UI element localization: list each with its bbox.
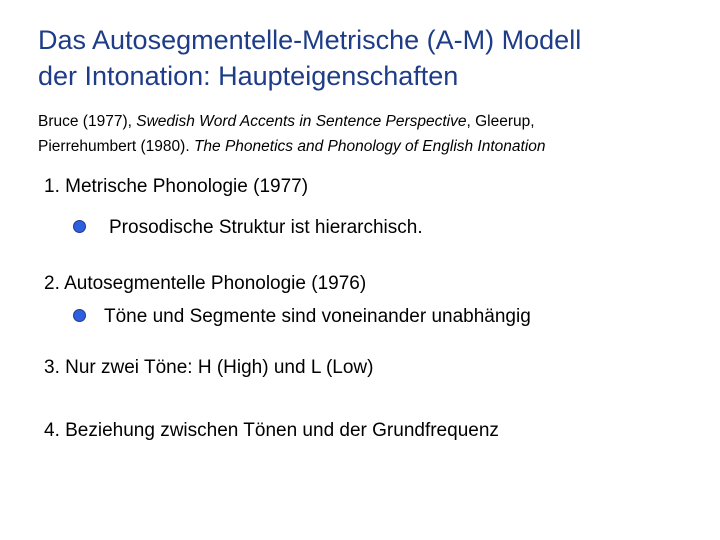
reference-pierrehumbert-author: Pierrehumbert (1980). [38, 138, 190, 155]
point-4-heading: 4. Beziehung zwischen Tönen und der Grundfrequenz [44, 420, 499, 441]
slide-title [38, 22, 698, 94]
point-3-heading: 3. Nur zwei Töne: H (High) und L (Low) [44, 357, 374, 378]
reference-bruce [38, 109, 698, 134]
bullet-dot-icon [73, 309, 86, 322]
point-1-heading: 1. Metrische Phonologie (1977) [44, 176, 309, 197]
reference-pierrehumbert-title: The Phonetics and Phonology of English Intonation [193, 138, 546, 155]
point-2-heading: 2. Autosegmentelle Phonologie (1976) [44, 273, 367, 294]
point-1-bullet: Prosodische Struktur ist hierarchisch. [109, 217, 423, 238]
title-line-1: Das Autosegmentelle-Metrische (A-M) Modell [38, 25, 582, 55]
bullet-dot-icon [73, 220, 86, 233]
point-2-bullet: Töne und Segmente sind voneinander unabhängig [104, 306, 531, 327]
references [38, 109, 698, 159]
reference-pierrehumbert [38, 134, 698, 159]
reference-bruce-publisher: , Gleerup, [466, 113, 535, 130]
title-line-2: der Intonation: Haupteigenschaften [38, 61, 459, 91]
reference-bruce-author: Bruce (1977), [38, 113, 132, 130]
reference-bruce-title: Swedish Word Accents in Sentence Perspective [136, 113, 467, 130]
